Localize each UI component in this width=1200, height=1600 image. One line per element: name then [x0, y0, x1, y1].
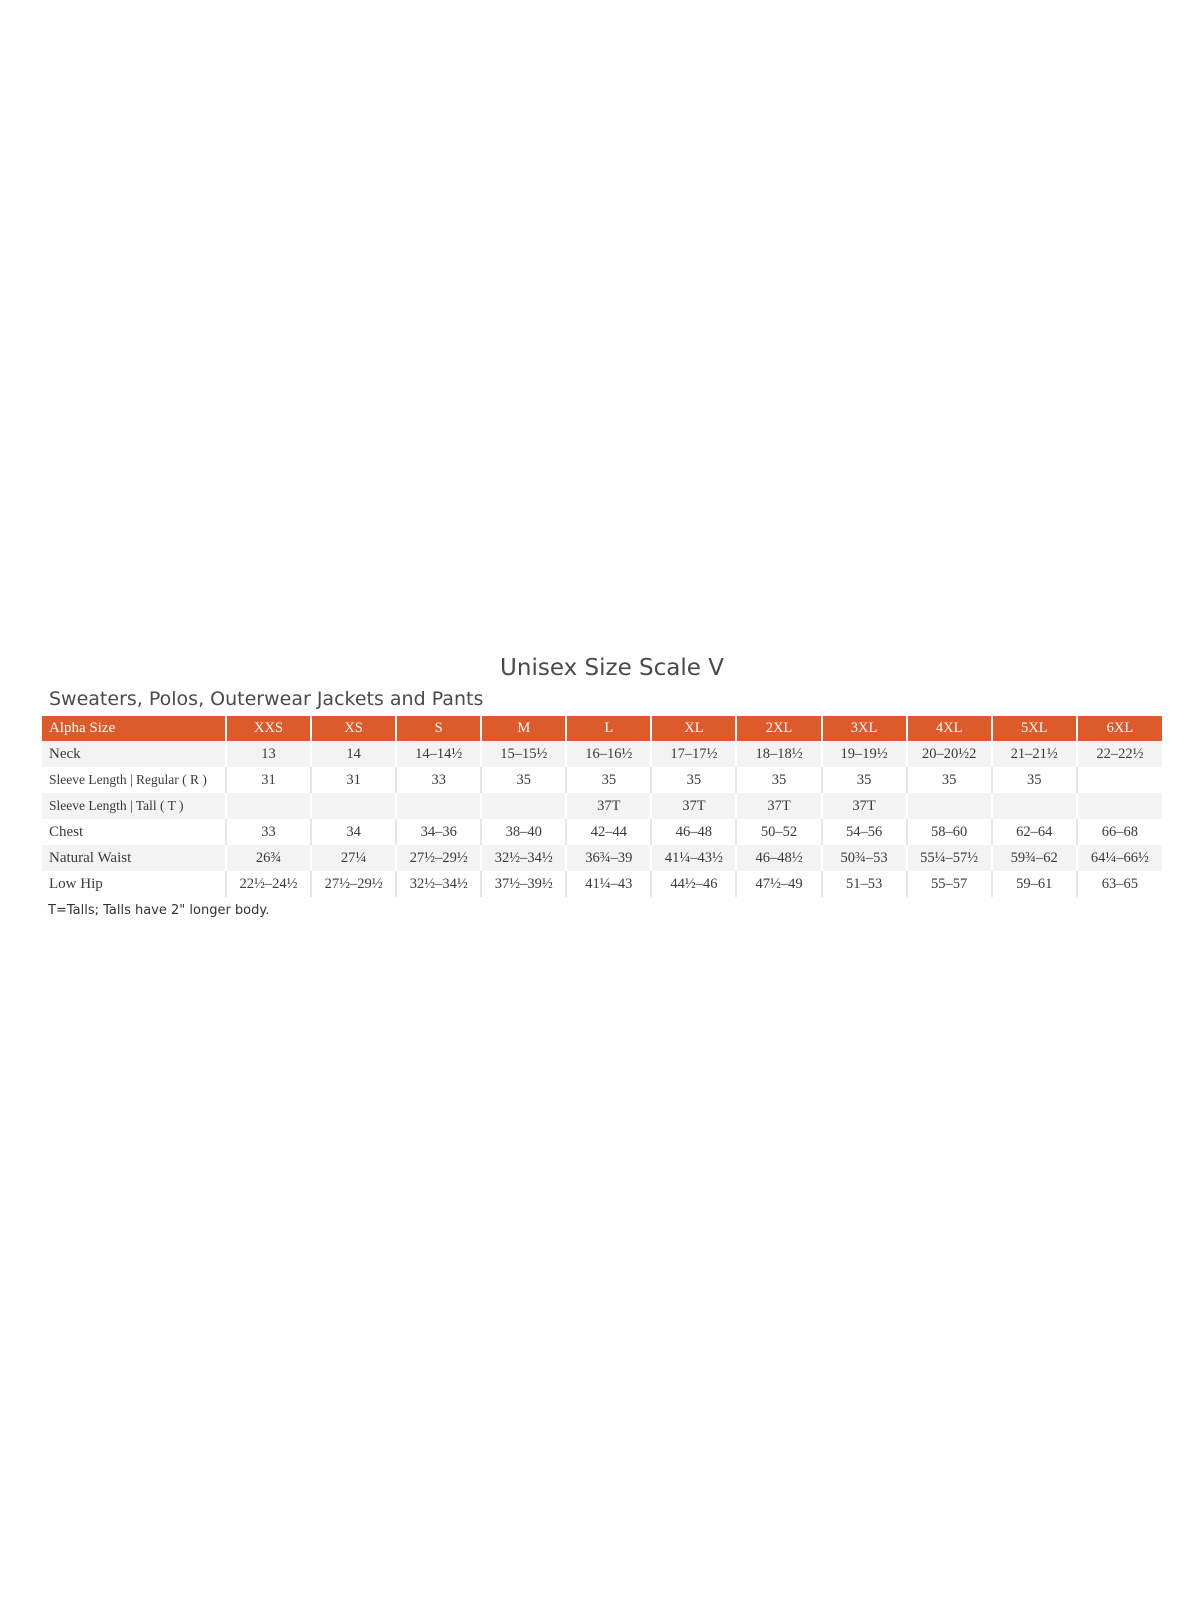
table-cell: 27½–29½	[396, 845, 481, 871]
header-cell: L	[566, 716, 651, 741]
table-cell: 59–61	[992, 871, 1077, 897]
row-label: Sleeve Length | Regular ( R )	[42, 767, 226, 793]
table-cell: 35	[822, 767, 907, 793]
table-row	[42, 767, 1162, 793]
header-cell: XL	[651, 716, 736, 741]
table-cell: 18–18½	[736, 741, 821, 767]
table-cell: 33	[396, 767, 481, 793]
header-cell: 5XL	[992, 716, 1077, 741]
table-cell: 15–15½	[481, 741, 566, 767]
table-cell: 27½–29½	[311, 871, 396, 897]
header-cell: XS	[311, 716, 396, 741]
row-label: Chest	[42, 819, 226, 845]
table-cell	[992, 793, 1077, 819]
table-cell	[481, 793, 566, 819]
row-label: Natural Waist	[42, 845, 226, 871]
table-cell: 35	[566, 767, 651, 793]
table-cell: 35	[651, 767, 736, 793]
table-cell	[1077, 793, 1162, 819]
size-table	[42, 716, 1162, 897]
table-cell: 14–14½	[396, 741, 481, 767]
header-cell: 4XL	[907, 716, 992, 741]
table-cell: 35	[907, 767, 992, 793]
table-cell	[1077, 767, 1162, 793]
table-cell: 22–22½	[1077, 741, 1162, 767]
table-cell: 34–36	[396, 819, 481, 845]
table-cell: 38–40	[481, 819, 566, 845]
table-cell: 22½–24½	[226, 871, 311, 897]
table-row	[42, 845, 1162, 871]
header-cell: M	[481, 716, 566, 741]
table-cell: 59¾–62	[992, 845, 1077, 871]
table-cell	[396, 793, 481, 819]
table-cell: 14	[311, 741, 396, 767]
table-cell: 37T	[651, 793, 736, 819]
row-label: Low Hip	[42, 871, 226, 897]
table-cell: 37T	[566, 793, 651, 819]
table-cell: 50–52	[736, 819, 821, 845]
table-row	[42, 741, 1162, 767]
table-cell: 16–16½	[566, 741, 651, 767]
header-cell: S	[396, 716, 481, 741]
table-cell: 41¼–43	[566, 871, 651, 897]
table-cell: 46–48½	[736, 845, 821, 871]
header-cell: XXS	[226, 716, 311, 741]
table-cell: 35	[481, 767, 566, 793]
page-title: Unisex Size Scale V	[500, 655, 724, 681]
table-cell: 26¾	[226, 845, 311, 871]
table-cell	[226, 793, 311, 819]
table-cell	[311, 793, 396, 819]
table-cell: 32½–34½	[396, 871, 481, 897]
table-cell: 42–44	[566, 819, 651, 845]
table-cell: 13	[226, 741, 311, 767]
table-cell: 33	[226, 819, 311, 845]
table-cell: 63–65	[1077, 871, 1162, 897]
table-cell	[907, 793, 992, 819]
table-cell: 47½–49	[736, 871, 821, 897]
table-cell: 46–48	[651, 819, 736, 845]
table-row	[42, 793, 1162, 819]
table-cell: 37T	[822, 793, 907, 819]
table-cell: 31	[311, 767, 396, 793]
table-cell: 37T	[736, 793, 821, 819]
table-header-row	[42, 716, 1162, 741]
table-cell: 64¼–66½	[1077, 845, 1162, 871]
table-cell: 31	[226, 767, 311, 793]
table-cell: 50¾–53	[822, 845, 907, 871]
table-cell: 36¾–39	[566, 845, 651, 871]
table-cell: 55–57	[907, 871, 992, 897]
table-cell: 62–64	[992, 819, 1077, 845]
table-cell: 58–60	[907, 819, 992, 845]
table-cell: 35	[992, 767, 1077, 793]
table-cell: 54–56	[822, 819, 907, 845]
size-chart	[42, 652, 1162, 918]
header-cell: 3XL	[822, 716, 907, 741]
table-row	[42, 871, 1162, 897]
page-subtitle: Sweaters, Polos, Outerwear Jackets and Pants	[49, 688, 484, 710]
table-cell: 17–17½	[651, 741, 736, 767]
footnote: T=Talls; Talls have 2" longer body.	[48, 903, 270, 918]
table-cell: 27¼	[311, 845, 396, 871]
table-cell: 44½–46	[651, 871, 736, 897]
table-cell: 34	[311, 819, 396, 845]
table-cell: 20–20½2	[907, 741, 992, 767]
row-label: Sleeve Length | Tall ( T )	[42, 793, 226, 819]
table-cell: 41¼–43½	[651, 845, 736, 871]
header-cell: 2XL	[736, 716, 821, 741]
table-cell: 51–53	[822, 871, 907, 897]
row-label: Neck	[42, 741, 226, 767]
header-cell: Alpha Size	[42, 716, 226, 741]
table-row	[42, 819, 1162, 845]
table-cell: 32½–34½	[481, 845, 566, 871]
table-cell: 55¼–57½	[907, 845, 992, 871]
header-cell: 6XL	[1077, 716, 1162, 741]
table-cell: 19–19½	[822, 741, 907, 767]
table-cell: 21–21½	[992, 741, 1077, 767]
table-cell: 66–68	[1077, 819, 1162, 845]
table-cell: 35	[736, 767, 821, 793]
table-cell: 37½–39½	[481, 871, 566, 897]
